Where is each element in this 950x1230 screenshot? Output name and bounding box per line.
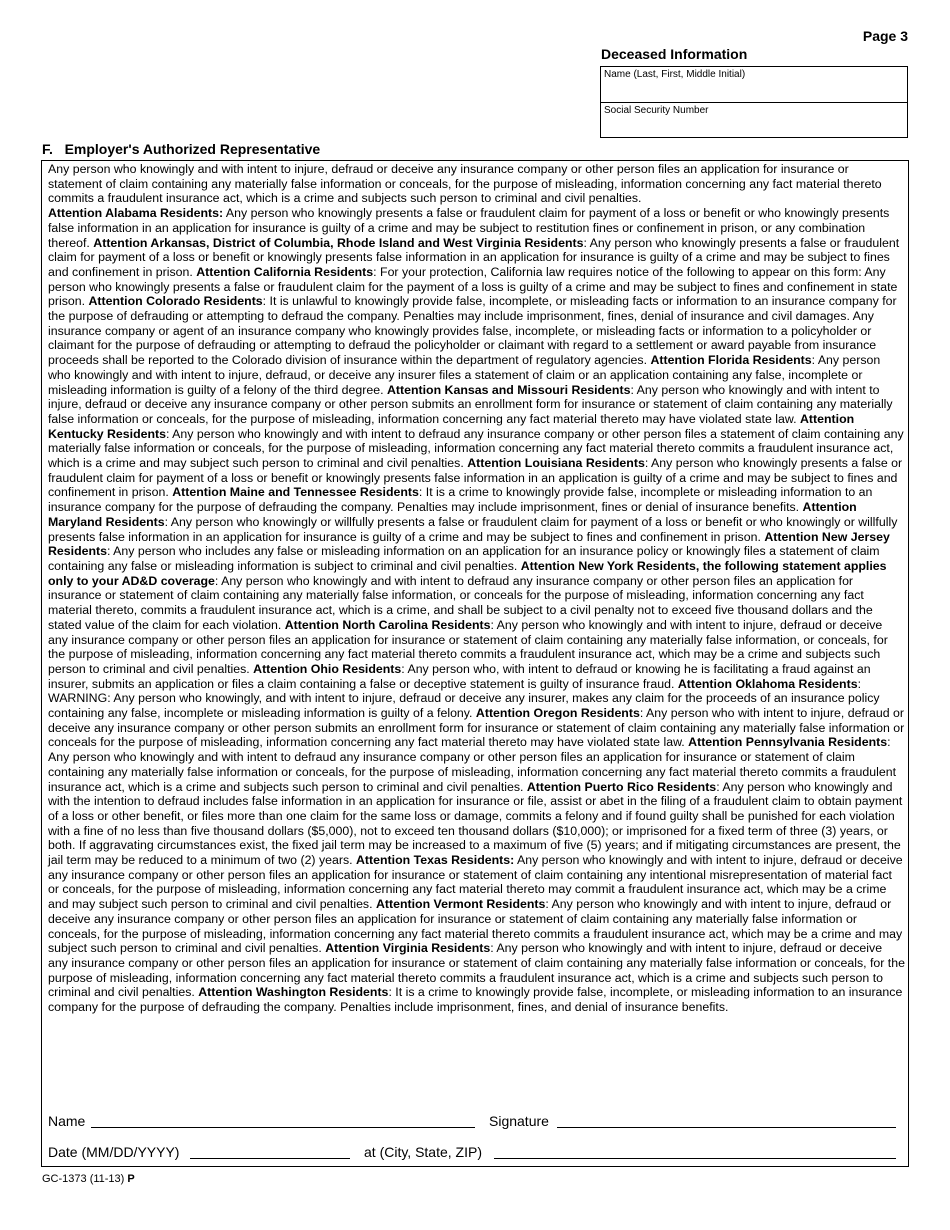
location-input[interactable] [494,1142,896,1159]
state-heading: Attention New York Residents, the following statement applies only to your AD&D coverage [48,558,887,588]
date-input[interactable] [190,1142,350,1159]
fraud-text-segment: : Any person who knowingly and with intent to defraud any insurance company or other person files a statement of claim containing any materially false information or conceals, for the purpose of misleading, information concerning any fact material thereto commits a fraudulent insurance act, which is a crime and may subject such person to criminal and civil penalties. [48,426,904,471]
deceased-name-label: Name (Last, First, Middle Initial) [604,69,746,80]
fraud-text-segment: : Any person who knowingly or willfully presents a false or fraudulent claim for payment of a loss or benefit or who knowingly or willfully presents false information in an application for insurance is guilty of a crime and may be subject to fines and confinement in prison. [48,514,898,544]
state-heading: Attention Oregon Residents [475,706,640,721]
state-heading: Attention North Carolina Residents [284,617,491,632]
deceased-name-value[interactable] [604,82,904,94]
fraud-text-segment: : It is unlawful to knowingly provide false, incomplete, or misleading facts or information to an insurance company for the purpose of defrauding or attempting to defraud the company. Penalties may include imprisonment, fines, denial of insurance and civil damages. Any insurance company or agent of an insurance company who knowingly provides false, incomplete, or misleading facts or information to a policyholder or claimant for the purpose of defrauding or attempting to defraud the policyholder or claimant with regard to a settlement or award payable from insurance proceeds shall be reported to the Colorado division of insurance within the department of regulatory agencies. [48,294,897,368]
state-heading: Attention Kansas and Missouri Residents [386,382,631,397]
fraud-text-segment: : Any person who knowingly and with intent to defraud any insurance company or other person files an application for insurance or statement of claim containing any materially false information, or conceals for the purpose of misleading, information concerning any fact material thereto, commits a fraudulent insurance act, which is a crime, and shall be subject to a civil penalty not to exceed five thousand dollars and the stated value of the claim for each violation. [48,573,873,632]
fraud-text-segment: : Any person who knowingly presents a false or fraudulent claim for payment of a loss or benefit or knowingly presents false information in an application is guilty of a crime and may be subject to fines and confinement in prison. [48,456,903,500]
state-heading: Attention Kentucky Residents [48,411,855,441]
page-number: Page 3 [862,28,908,44]
fraud-text-segment: Any person who knowingly and with intent to injure, defraud or deceive any insurance company or other person files an application for insurance or statement of claim containing any materially false information or conceals, for the purpose of misleading, information concerning any fact material thereto commits a fraudulent insurance act, which is a crime and subjects such person to criminal and civil penalties. [48,162,882,206]
fraud-text-segment: : Any person who knowingly and with intent to defraud any insurance company or other person files an application for insurance or statement of claim containing any materially false information or conceals, for the purpose of misleading, information concerning any fact material thereto commits a fraudulent insurance act, which is a crime and subjects such person to criminal and civil penalties. [48,735,897,794]
fraud-text-segment: : WARNING: Any person who knowingly, and with intent to injure, defraud or deceive any insurer, makes any claim for the proceeds of an insurance policy containing any false, incomplete or misleading information is guilty of a felony. [48,676,880,721]
deceased-name-field[interactable] [601,67,907,102]
fraud-text-segment: : Any person who knowingly and with the intention to defraud includes false information in an application for insurance or file, assist or abet in the filing of a fraudulent claim to obtain payment of a loss or other benefit, or files more than one claim for the same loss or damage, commits a felony and if found guilty shall be punished for each violation with a fine of no less than five thousand dollars ($5,000), not to exceed ten thousand dollars ($10,000); or imprisoned for a fixed term of three (3) years, or both. If aggravating circumstances exist, the fixed jail term may be increased to a maximum of five (5) years; and if mitigating circumstances are present, the jail term may be reduced to a minimum of two (2) years. [48,779,903,868]
state-heading: Attention Puerto Rico Residents [526,779,717,794]
state-heading: Attention California Residents [196,264,374,279]
state-heading: Attention Pennsylvania Residents [688,735,888,750]
section-title [42,141,320,157]
fraud-text-segment: : Any person who knowingly and with intent to injure, defraud or deceive any insurance company or other person files an application for insurance or statement of claim containing any materially false information or conceals, for the purpose of misleading, information concerning any fact material thereto commits a fraudulent insurance act, which may be a crime and may subject such person to criminal and civil penalties. [48,897,903,956]
name-input[interactable] [91,1111,475,1128]
deceased-ssn-label: Social Security Number [604,105,709,116]
form-number: GC-1373 (11-13) [42,1173,125,1185]
state-heading: Attention Virginia Residents [325,941,491,956]
state-heading: Attention New Jersey Residents [48,529,890,559]
state-heading: Attention Oklahoma Residents [677,676,858,691]
state-heading: Attention Louisiana Residents [467,456,645,471]
form-id [42,1173,135,1185]
state-heading: Attention Arkansas, District of Columbia, Rhode Island and West Virginia Residents [93,235,584,250]
fraud-text-segment: : Any person who includes any false or misleading information on an application for an insurance policy or knowingly files a statement of claim containing any false or misleading information is subject to criminal and civil penalties. [48,544,880,573]
fraud-text-segment: : Any person who with intent to injure, defraud or deceive any insurance company or other person submits an enrollment form for insurance or statement of claim containing any materially false information or conceals for the purpose of misleading, information concerning any fact material thereto may have violated state law. [48,706,905,750]
state-heading: Attention Ohio Residents [253,661,402,676]
fraud-text-segment: : Any person who knowingly and with intent to injure, defraud or deceive any insurance company or other person submits an enrollment form for insurance or statement of claim containing any materially false information or conceals, for the purpose of misleading, information concerning any fact material thereto may have violated state law. [48,382,893,426]
state-heading: Attention Alabama Residents: [48,206,224,221]
deceased-ssn-value[interactable] [604,118,904,130]
deceased-ssn-field[interactable] [601,102,907,137]
fraud-text-segment: : For your protection, California law requires notice of the following to appear on this form: Any person who knowingly presents a false or fraudulent claim for the payment of a loss is guilty of a crime and may be subject to fines and confinement in state prison. [48,264,898,309]
state-heading: Attention Washington Residents [198,985,389,1000]
fraud-text-segment: Any person who knowingly presents a false or fraudulent claim for payment of a loss or benefit or who knowingly presents false information in an application for insurance is guilty of a crime and may be subject to restitution fines or confinement in prison, or any combination thereof. [48,206,890,250]
state-heading: Attention Maine and Tennessee Residents [172,485,419,500]
fraud-warning-text [48,162,905,1015]
form-suffix: P [127,1173,135,1185]
fraud-text-segment: : It is a crime to knowingly provide false, incomplete, or misleading information to an insurance company for the purpose of defrauding the company. Penalties include imprisonment, fines, and denial of insurance benefits. [48,985,903,1015]
section-letter: F. [42,141,53,157]
deceased-info-box [600,66,908,138]
date-label: Date (MM/DD/YYYY) [48,1144,180,1160]
section-name: Employer's Authorized Representative [64,141,321,157]
state-heading: Attention Colorado Residents [88,294,263,309]
state-heading: Attention Florida Residents [650,353,812,368]
deceased-info-title: Deceased Information [601,46,748,62]
fraud-text-segment: : Any person who knowingly and with intent to injure, defraud or deceive any insurance company or other person files an application for insurance or statement of claim containing any materially false information, or conceals, for the purpose of misleading, information concerning any fact material thereto commits a fraudulent insurance act, which may be a crime and subjects such person to criminal and civil penalties. [48,617,888,676]
fraud-text-segment: : Any person who knowingly and with intent to injure, defraud or deceive any insurance company or other person files an application for insurance or statement of claim containing any materially false information or conceals, for the purpose of misleading, information concerning any fact material thereto commits a fraudulent insurance act, which is a crime and subjects such person to criminal and civil penalties. [48,941,905,1000]
name-label: Name [48,1113,86,1129]
state-heading: Attention Vermont Residents [375,897,546,912]
authorized-rep-box [41,160,909,1167]
state-heading: Attention Texas Residents: [356,853,515,868]
state-heading: Attention Maryland Residents [48,500,857,529]
fraud-text-segment: : Any person who knowingly presents a false or fraudulent claim for payment of a loss or benefit or knowingly presents false information in an application for insurance is guilty of a crime and may be subject to fines and confinement in prison. [48,235,900,279]
fraud-text-segment: : Any person who, with intent to defraud or knowing he is facilitating a fraud against an insurer, submits an application or files a claim containing a false or deceptive statement is guilty of insurance fraud. [48,661,871,691]
fraud-text-segment: : Any person who knowingly and with intent to injure, defraud, or deceive any insurer files a statement of claim or an application containing any false, incomplete or misleading information is guilty of a felony of the third degree. [48,353,881,397]
signature-input[interactable] [557,1111,896,1128]
fraud-text-segment: Any person who knowingly and with intent to injure, defraud or deceive any insurance company or other person files an application for insurance or statement of claim containing any intentional misrepresentation of material fact or conceals, for the purpose of misleading, information concerning any fact material thereto may commit a fraudulent insurance act, which may be a crime and may subject such person to criminal and civil penalties. [48,853,903,912]
signature-label: Signature [489,1113,549,1129]
location-label: at (City, State, ZIP) [364,1144,482,1160]
fraud-text-segment: : It is a crime to knowingly provide false, incomplete or misleading information to an insurance company for the purpose of defrauding the company. Penalties may include imprisonment, fines or denial of insurance benefits. [48,485,873,515]
